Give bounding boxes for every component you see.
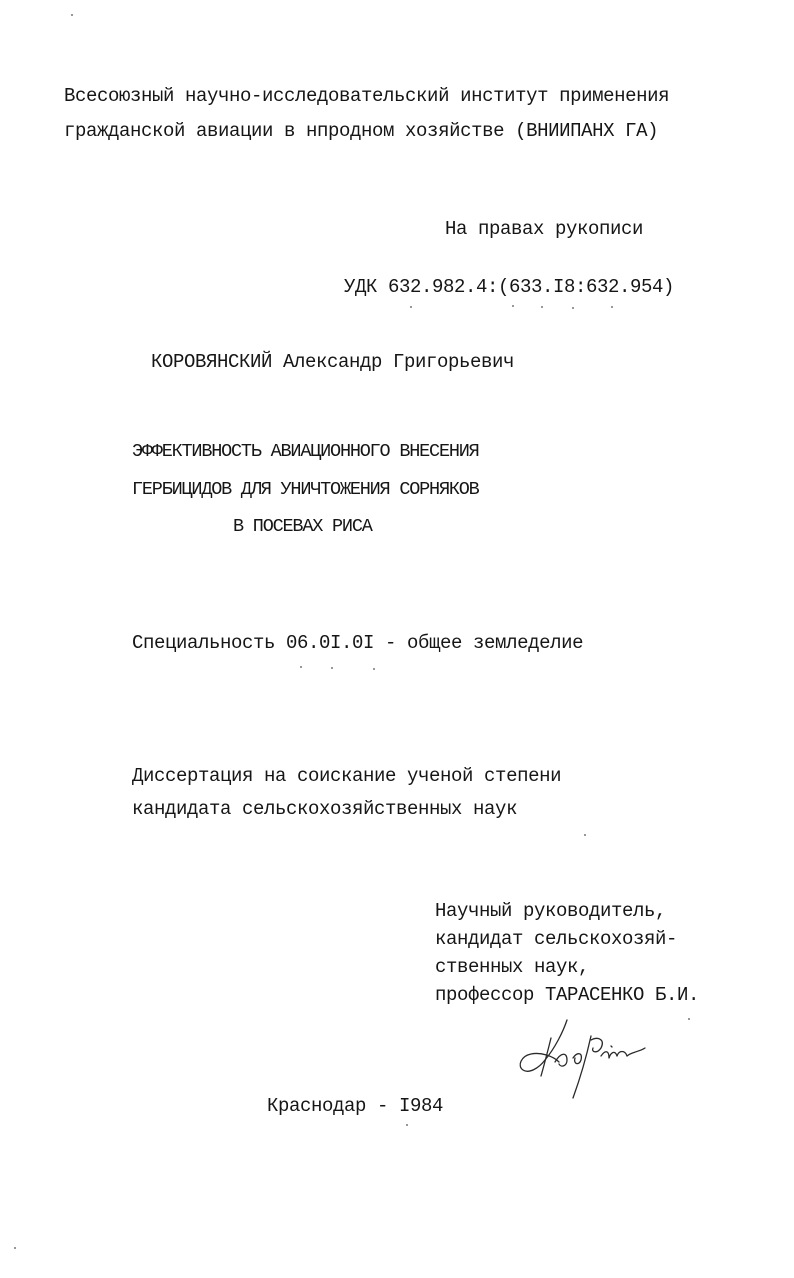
scan-speck	[300, 666, 302, 668]
scan-speck	[688, 1018, 690, 1020]
dissertation-title-line-2: ГЕРБИЦИДОВ ДЛЯ УНИЧТОЖЕНИЯ СОРНЯКОВ	[132, 479, 479, 500]
scan-speck	[541, 306, 543, 308]
supervisor-line-3: ственных наук,	[435, 956, 590, 978]
supervisor-line-2: кандидат сельскохозяй-	[435, 928, 678, 950]
supervisor-line-1: Научный руководитель,	[435, 900, 667, 922]
scan-speck	[71, 14, 73, 16]
place-and-year: Краснодар - I984	[267, 1095, 444, 1117]
scan-speck	[410, 306, 412, 308]
institute-line-1: Всесоюзный научно-исследовательский институт применения	[64, 85, 670, 107]
supervisor-line-4: профессор ТАРАСЕНКО Б.И.	[435, 984, 700, 1006]
institute-line-2: гражданской авиации в нпродном хозяйстве (ВНИИПАНХ ГА)	[64, 120, 659, 142]
author-name: КОРОВЯНСКИЙ Александр Григорьевич	[151, 351, 515, 373]
specialty: Специальность 06.0I.0I - общее земледелие	[132, 632, 584, 654]
scan-speck	[611, 306, 613, 308]
scan-speck	[406, 1124, 408, 1126]
scan-speck	[584, 834, 586, 836]
degree-line-1: Диссертация на соискание ученой степени	[132, 765, 562, 787]
scan-speck	[572, 307, 574, 309]
scan-speck	[373, 668, 375, 670]
scan-speck	[331, 667, 333, 669]
manuscript-note: На правах рукописи	[445, 218, 644, 240]
handwritten-signature	[515, 1018, 665, 1108]
udc-code: УДК 632.982.4:(633.I8:632.954)	[344, 276, 675, 298]
scan-speck	[14, 1247, 16, 1249]
degree-line-2: кандидата сельскохозяйственных наук	[132, 798, 518, 820]
scan-speck	[512, 305, 514, 307]
dissertation-title-line-1: ЭФФЕКТИВНОСТЬ АВИАЦИОННОГО ВНЕСЕНИЯ	[132, 441, 479, 462]
dissertation-title-line-3: В ПОСЕВАХ РИСА	[233, 516, 372, 537]
